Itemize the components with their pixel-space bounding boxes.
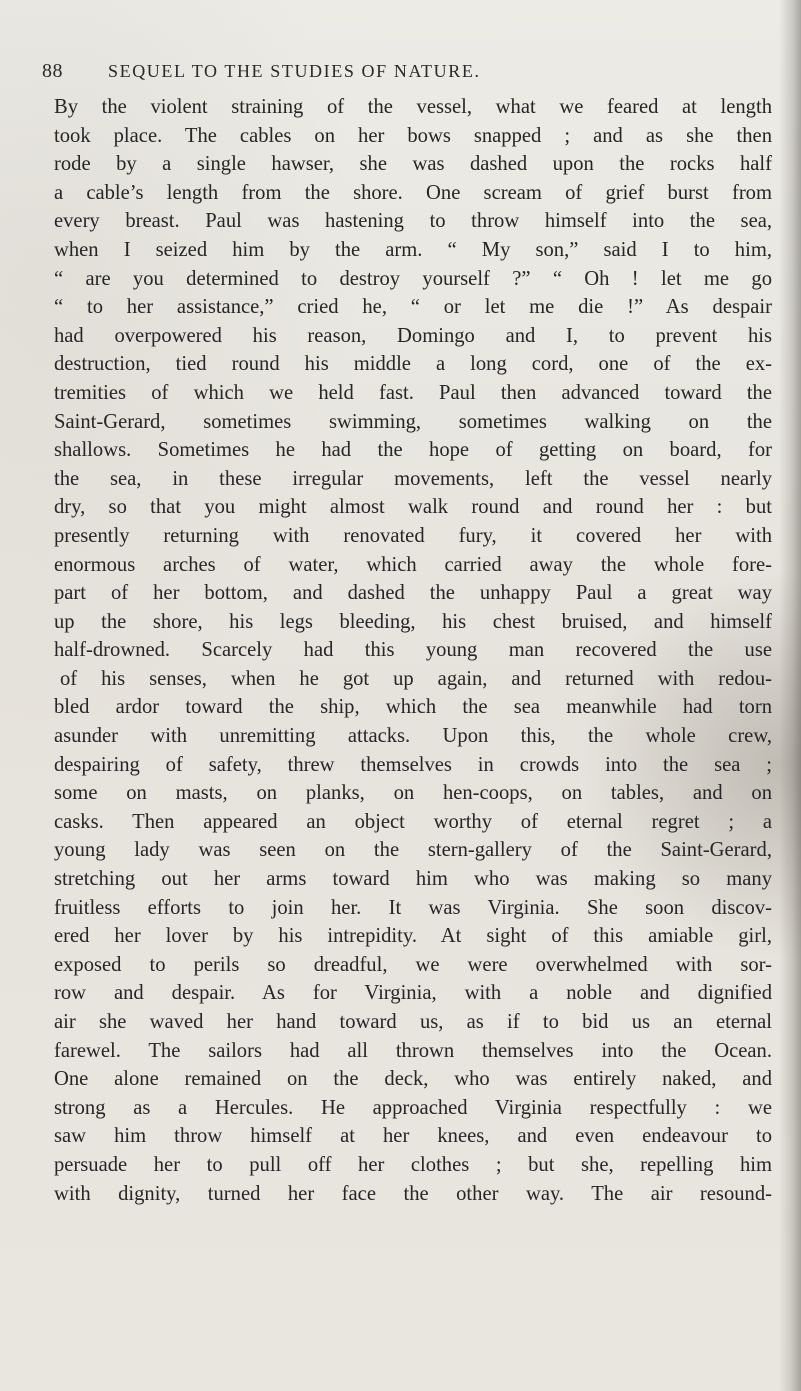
text-line: every breast. Paul was hastening to throw himself into the sea, [54, 210, 772, 233]
text-line: despairing of safety, threw themselves in crowds into the sea ; [54, 753, 772, 776]
text-line: persuade her to pull off her clothes ; but she, repelling him [54, 1153, 772, 1176]
text-line: ered her lover by his intrepidity. At sight of this amiable girl, [54, 925, 772, 948]
text-line: when I seized him by the arm. “ My son,” said I to him, [54, 238, 772, 261]
running-head: SEQUEL TO THE STUDIES OF NATURE. [108, 61, 481, 81]
text-line: One alone remained on the deck, who was entirely naked, and [54, 1068, 772, 1091]
text-line: bled ardor toward the ship, which the sea meanwhile had torn [54, 696, 772, 719]
text-line: with dignity, turned her face the other way. The air resound- [54, 1182, 772, 1205]
text-line: young lady was seen on the stern-gallery of the Saint-Gerard, [54, 839, 772, 862]
text-line: destruction, tied round his middle a long cord, one of the ex- [54, 353, 772, 376]
text-line: took place. The cables on her bows snapped ; and as she then [54, 124, 772, 147]
text-line: half-drowned. Scarcely had this young man recovered the use [54, 639, 772, 662]
text-line: up the shore, his legs bleeding, his chest bruised, and himself [54, 610, 772, 633]
text-line: stretching out her arms toward him who was making so many [54, 868, 772, 891]
text-line: Saint-Gerard, sometimes swimming, sometimes walking on the [54, 410, 772, 433]
text-line: By the violent straining of the vessel, what we feared at length [54, 96, 772, 118]
text-line: saw him throw himself at her knees, and even endeavour to [54, 1125, 772, 1148]
text-line: enormous arches of water, which carried away the whole fore- [54, 553, 772, 576]
text-line: exposed to perils so dreadful, we were overwhelmed with sor- [54, 953, 772, 976]
text-line: a cable’s length from the shore. One scream of grief burst from [54, 181, 772, 204]
page-edge-shadow [779, 0, 801, 1391]
text-line: casks. Then appeared an object worthy of eternal regret ; a [54, 810, 772, 833]
text-line: row and despair. As for Virginia, with a noble and dignified [54, 982, 772, 1005]
text-line: tremities of which we held fast. Paul then advanced toward the [54, 381, 772, 404]
text-line: had overpowered his reason, Domingo and I, to prevent his [54, 324, 772, 347]
text-line: “ are you determined to destroy yourself ?” “ Oh ! let me go [54, 267, 772, 290]
text-line: the sea, in these irregular movements, left the vessel nearly [54, 467, 772, 490]
text-line: air she waved her hand toward us, as if to bid us an eternal [54, 1011, 772, 1033]
page-number: 88 [42, 60, 63, 82]
text-line: farewel. The sailors had all thrown themselves into the Ocean. [54, 1039, 772, 1062]
text-line: shallows. Sometimes he had the hope of getting on board, for [54, 439, 772, 462]
text-line: of his senses, when he got up again, and returned with redou- [60, 667, 772, 690]
text-line: part of her bottom, and dashed the unhappy Paul a great way [54, 582, 772, 605]
text-line: fruitless efforts to join her. It was Virginia. She soon discov- [54, 896, 772, 919]
text-line: “ to her assistance,” cried he, “ or let me die !” As despair [54, 296, 772, 319]
text-line: dry, so that you might almost walk round and round her : but [54, 496, 772, 519]
text-line: rode by a single hawser, she was dashed upon the rocks half [54, 153, 772, 176]
text-line: asunder with unremitting attacks. Upon this, the whole crew, [54, 725, 772, 748]
body-text [54, 93, 772, 1208]
text-line: some on masts, on planks, on hen-coops, on tables, and on [54, 782, 772, 805]
page-header [42, 60, 742, 90]
text-line: strong as a Hercules. He approached Virginia respectfully : we [54, 1096, 772, 1119]
text-line: presently returning with renovated fury, it covered her with [54, 524, 772, 547]
